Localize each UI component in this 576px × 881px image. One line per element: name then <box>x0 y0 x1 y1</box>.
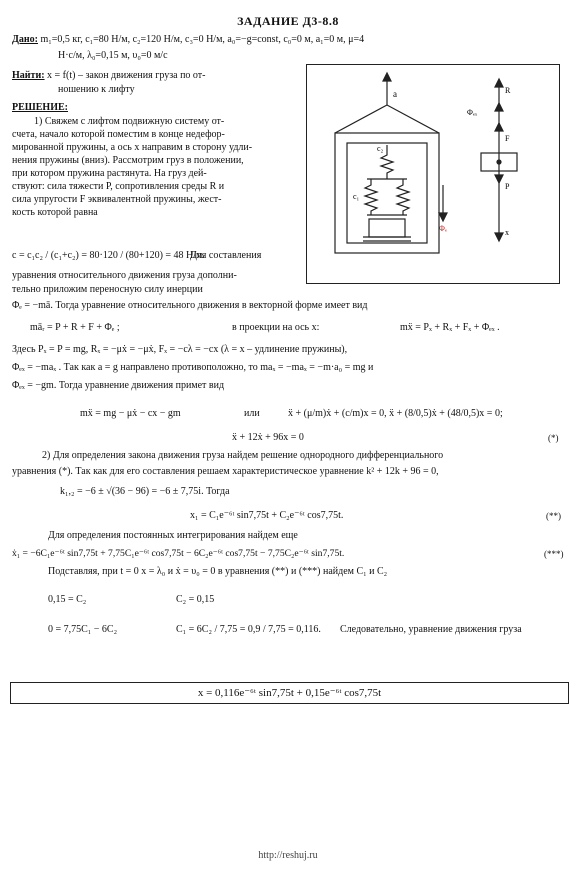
solution-label: РЕШЕНИЕ: <box>12 102 68 113</box>
equation-number: (*) <box>548 433 559 443</box>
inertia-line: Φₑ = −mā. Тогда уравнение относительного движения в векторной форме имеет вид <box>12 300 368 311</box>
equation-number: (**) <box>546 511 561 521</box>
equation-c2: 0,15 = C₂ <box>48 594 87 605</box>
label-inertia-vector: Φₑ <box>439 224 447 233</box>
label-c1: c₁ <box>353 192 360 201</box>
label-F: F <box>505 134 510 143</box>
equation-motion-expanded: ẍ + (μ/m)ẋ + (c/m)x = 0, ẍ + (8/0,5)ẋ + (48/0,5)x = 0; <box>288 408 503 419</box>
label-a: a <box>393 89 397 99</box>
label-R: R <box>505 86 511 95</box>
equation-c1: 0 = 7,75C₁ − 6C₂ <box>48 624 118 635</box>
given-line-2: Н·с/м, λ₀=0,15 м, υ₀=0 м/с <box>58 50 168 61</box>
equation-motion: mẍ = mg − μẋ − cx − gm <box>80 408 181 419</box>
equation-projection: mẍ = Pₓ + Rₓ + Fₓ + Φₑₓ . <box>400 322 500 333</box>
label-P: P <box>505 182 510 191</box>
label-x: x <box>505 228 509 237</box>
find-label: Найти: <box>12 70 45 81</box>
label-inertia-force: Φₑₓ <box>467 108 478 117</box>
equation-velocity: ẋ₁ = −6C₁e⁻⁶ᵗ sin7,75t + 7,75C₁e⁻⁶ᵗ cos7,75t − 6C₂e⁻⁶ᵗ cos7,75t − 7,75C₂e⁻⁶ᵗ sin7,75t. <box>12 548 345 559</box>
conclusion-text: Следовательно, уравнение движения груза <box>340 624 522 635</box>
footer-url: http://reshuj.ru <box>258 850 318 861</box>
substitute-line: Подставляя, при t = 0 x = λ₀ и ẋ = υ₀ = 0 в уравнения (**) и (***) найдем C₁ и C₂ <box>48 566 388 577</box>
p1-line: счета, начало которой поместим в конце недефор- <box>12 129 225 140</box>
equation-number: (***) <box>544 549 564 559</box>
paragraph-1 <box>12 116 300 219</box>
given-line <box>12 34 364 46</box>
figure-box <box>306 64 560 284</box>
p1-line: сила упругости F эквивалентной пружины, жест- <box>12 194 222 205</box>
find-line <box>12 70 206 82</box>
equation-vector: māᵣ = P + R + F + Φₑ ; <box>30 322 120 333</box>
force-diagram <box>481 79 517 241</box>
elevator-cabin <box>335 73 447 253</box>
p1-line: кость которой равна <box>12 207 98 218</box>
p1-line: 1) Свяжем с лифтом подвижную систему от- <box>34 116 225 127</box>
equation-motion-or: или <box>244 408 260 419</box>
p1-line: ствуют: сила тяжести P, сопротивления среды R и <box>12 181 225 192</box>
velocity-intro: Для определения постоянных интегрирования найдем еще <box>48 530 298 541</box>
here-line-2: Φₑₓ = −maₓ . Так как a = g направлено противоположно, то maₓ = −maₓ = −m·a₀ = mg и <box>12 362 374 373</box>
equation-c1-value: C₁ = 6C₂ / 7,75 = 0,9 / 7,75 = 0,116. <box>176 624 321 635</box>
paragraph-3-line: 2) Для определения закона движения груза найдем решение однородного дифференциального <box>42 450 444 461</box>
equation-projection-label: в проекции на ось x: <box>232 322 320 333</box>
given-text: m₁=0,5 кг, c₁=80 Н/м, c₂=120 Н/м, c₃=0 Н/м, a₀=−g=const, c₀=0 м, a₁=0 м, μ=4 <box>40 34 365 45</box>
p1-line: нения пружины (вниз). Рассмотрим груз в положении, <box>12 155 244 166</box>
equation-general-solution: x₁ = C₁e⁻⁶ᵗ sin7,75t + C₂e⁻⁶ᵗ cos7,75t. <box>190 510 344 521</box>
equation-characteristic: ẍ + 12ẋ + 96x = 0 <box>232 432 304 443</box>
here-line-1: Здесь Pₓ = P = mg, Rₓ = −μẋ = −μẋ, Fₓ = −cλ = −cx (λ = x – удлинение пружины), <box>12 344 348 355</box>
page-title: ЗАДАНИЕ Д3-8.8 <box>237 14 339 28</box>
paragraph-2-line: тельно приложим переносную силу инерции <box>12 284 203 295</box>
equation-c2-value: C₂ = 0,15 <box>176 594 215 605</box>
answer-box <box>10 682 569 704</box>
equation-roots: k₁,₂ = −6 ± √(36 − 96) = −6 ± 7,75i. Тогда <box>60 486 230 497</box>
paragraph-3-line: уравнения (*). Так как для его составления решаем характеристическое уравнение k² + 12k + 96 = 0, <box>12 466 439 477</box>
find-line-2: ношению к лифту <box>58 84 135 95</box>
equation-stiffness-tail: Для составления <box>190 250 262 261</box>
given-label: Дано: <box>12 34 38 45</box>
find-text: x = f(t) – закон движения груза по от- <box>47 70 206 81</box>
mechanism-diagram <box>307 65 559 283</box>
p1-line: при котором пружина растянута. На груз дей- <box>12 168 207 179</box>
answer-formula: x = 0,116e⁻⁶ᵗ sin7,75t + 0,15e⁻⁶ᵗ cos7,75t <box>197 687 382 699</box>
equation-stiffness: c = c₁c₂ / (c₁+c₂) = 80·120 / (80+120) = 48 Н/м. <box>12 250 205 261</box>
p1-line: мированной пружины, а ось x направим в сторону удли- <box>12 142 253 153</box>
label-c2: c₂ <box>377 144 384 153</box>
here-line-3: Φₑₓ = −gm. Тогда уравнение движения примет вид <box>12 380 225 391</box>
paragraph-2-line: уравнения относительного движения груза дополни- <box>12 270 237 281</box>
